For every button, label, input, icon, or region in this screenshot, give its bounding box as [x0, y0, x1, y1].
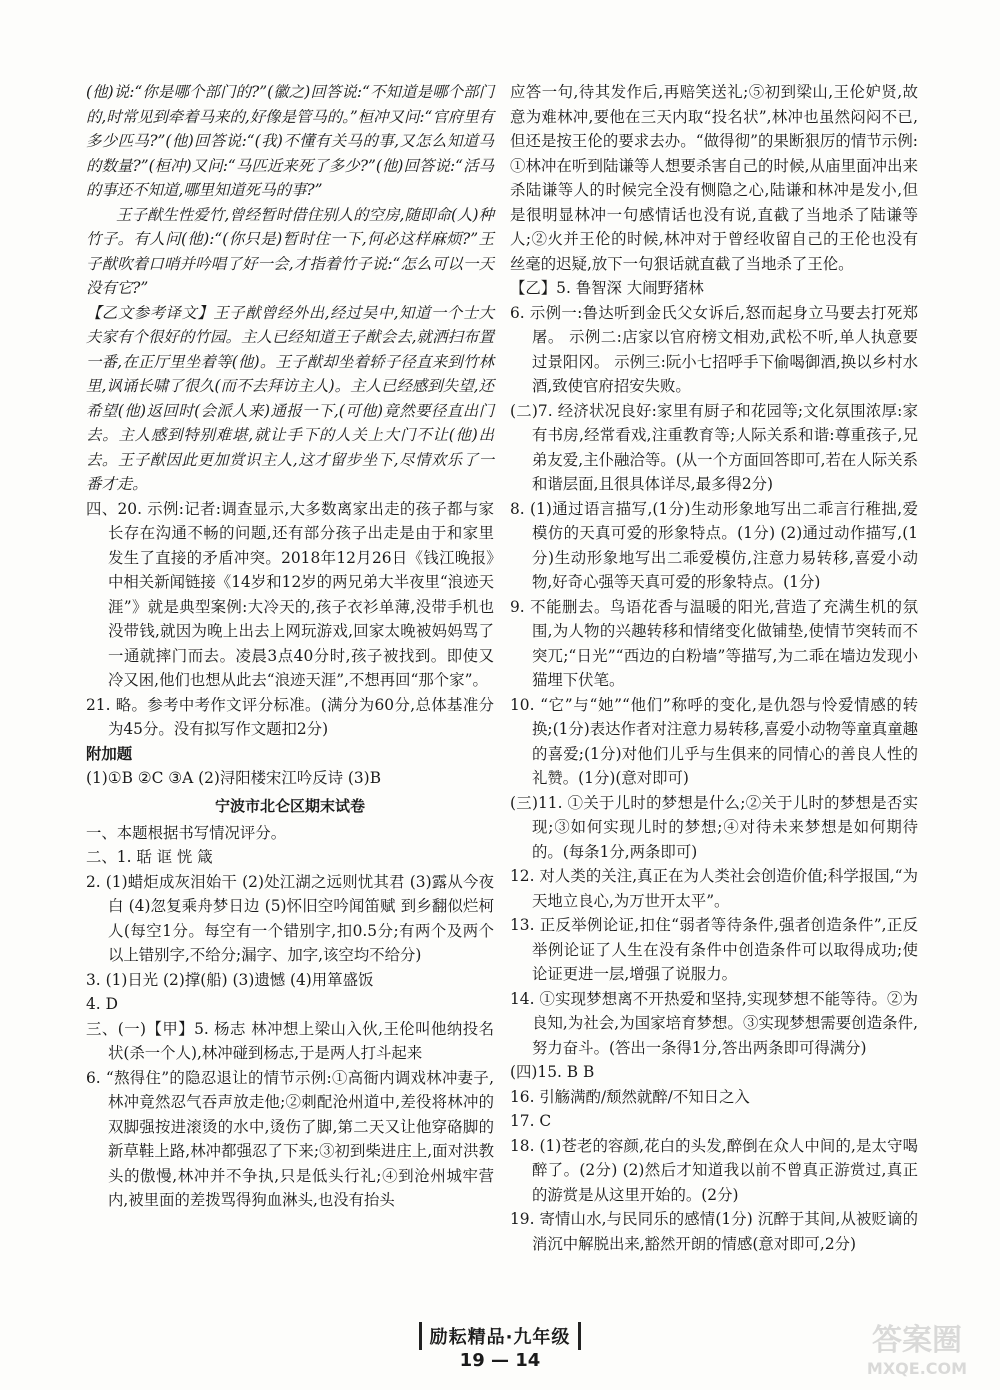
right-column: [510, 80, 918, 1256]
answer-paragraph: 12. 对人类的关注,真正在为人类社会创造价值;科学报国,“为天地立良心,为万世开太平”。: [510, 867, 918, 910]
answer-paragraph: (三)11. ①关于儿时的梦想是什么;②关于儿时的梦想是否实现;③如何实现儿时的梦想;④对待未来梦想是如何期待的。(每条1分,两条即可): [510, 793, 918, 861]
answer-paragraph: (二)7. 经济状况良好:家里有厨子和花园等;文化氛围浓厚:家有书房,经常看戏,注重教育等;人际关系和谐:尊重孩子,兄弟友爱,主仆融洽等。(从一个方面回答即可,若在人际关系和谐层面,且很具体详尽,最多得2分): [510, 401, 918, 493]
answer-paragraph: 二、1. 聒 诓 恍 箴: [86, 848, 213, 866]
watermark-logo: [852, 1316, 982, 1380]
answer-paragraph: 14. ①实现梦想离不开热爱和坚持,实现梦想不能等待。②为良知,为社会,为国家培育梦想。③实现梦想需要创造条件,努力奋斗。(答出一条得1分,答出两条即可得满分): [510, 989, 918, 1057]
answer-paragraph: (他)说:“你是哪个部门的?”(徽之)回答说:“不知道是哪个部门的,时常见到牵着马来的,好像是管马的。”桓冲又问:“官府里有多少匹马?”(他)回答说:“(我)不懂有关马的事,又怎么知道马的数量?”(桓冲)又问:“马匹近来死了多少?”(他)回答说:“活马的事还不知道,哪里知道死马的事?”: [86, 83, 494, 199]
answer-paragraph: 附加题: [86, 744, 133, 763]
answer-paragraph: 2. (1)蜡炬成灰泪始干 (2)处江湖之远则忧其君 (3)露从今夜白 (4)忽复乘舟梦日边 (5)怀旧空吟闻笛赋 到乡翻似烂柯人(每空1分。每空有一个错别字,扣0.5分;有两个及两个以上错别字,不给分;漏字、加字,该空均不给分): [86, 872, 494, 964]
brand-label: 励耘精品·九年级: [419, 1322, 582, 1350]
answer-paragraph: 一、本题根据书写情况评分。: [86, 823, 287, 842]
answer-paragraph: 19. 寄情山水,与民同乐的感情(1分) 沉醉于其间,从被贬谪的消沉中解脱出来,豁然开朗的情感(意对即可,2分): [510, 1210, 918, 1253]
answer-paragraph: 10. “它”与“她”“他们”称呼的变化,是仇怨与怜爱情感的转换;(1分)表达作者对注意力易转移,喜爱小动物等童真童趣的喜爱;(1分)对他们儿乎与生俱来的同情心的善良人性的礼赞。(1分)(意对即可): [510, 695, 918, 787]
answer-paragraph: 【乙文参考译文】王子猷曾经外出,经过吴中,知道一个士大夫家有个很好的竹园。主人已经知道王子猷会去,就洒扫布置一番,在正厅里坐着等(他)。王子猷却坐着轿子径直来到竹林里,讽诵长啸了很久(而不去拜访主人)。主人已经感到失望,还希望(他)返回时(会派人来)通报一下,(可他)竟然要径直出门去。主人感到特别难堪,就让手下的人关上大门不让(他)出去。王子猷因此更加赏识主人,这才留步坐下,尽情欢乐了一番才走。: [86, 303, 494, 493]
answer-paragraph: 21. 略。参考中考作文评分标准。(满分为60分,总体基准分为45分。没有拟写作文题扣2分): [86, 695, 494, 738]
answer-paragraph: 四、20. 示例:记者:调查显示,大多数离家出走的孩子都与家长存在沟通不畅的问题,还有部分孩子出走是由于和家里发生了直接的矛盾冲突。2018年12月26日《钱江晚报》中相关新闻链接《14岁和12岁的两兄弟大半夜里“浪迹天涯”》就是典型案例:大冷天的,孩子衣衫单薄,没带手机也没带钱,就因为晚上出去上网玩游戏,回家太晚被妈妈骂了一通就摔门而去。凌晨3点40分时,孩子被找到。即使又冷又困,他们也想从此去“浪迹天涯”,不想再回“那个家”。: [86, 499, 494, 689]
answer-paragraph: 8. (1)通过语言描写,(1分)生动形象地写出二乖言行稚拙,爱模仿的天真可爱的形象特点。(1分) (2)通过动作描写,(1分)生动形象地写出二乖爱模仿,注意力易转移,喜爱小动物,好奇心强等天真可爱的形象特点。(1分): [510, 499, 918, 591]
answer-paragraph: 4. D: [86, 995, 118, 1013]
answer-paragraph: 6. 示例一:鲁达听到金氏父女诉后,怒而起身立马要去打死郑屠。 示例二:店家以官府榜文相劝,武松不听,单人执意要过景阳冈。 示例三:阮小七招呼手下偷喝御酒,换以乡村水酒,致使官府招安失败。: [510, 303, 918, 395]
answer-paragraph: 6. “熬得住”的隐忍退让的情节示例:①高衙内调戏林冲妻子,林冲竟然忍气吞声放走他;②刺配沧州道中,差役将林冲的双脚强按进滚烫的水中,烫伤了脚,第二天又让他穿硌脚的新草鞋上路,林冲都强忍了下来;③初到柴进庄上,面对洪教头的傲慢,林冲并不争执,只是低头行礼;④到沧州城牢营内,被里面的差拨骂得狗血淋头,也没有抬头: [86, 1068, 494, 1209]
answer-paragraph: 三、(一)【甲】5. 杨志 林冲想上梁山入伙,王伦叫他纳投名状(杀一个人),林冲碰到杨志,于是两人打斗起来: [86, 1019, 494, 1062]
answer-paragraph: 16. 引觞满酌/颓然就醉/不知日之入: [510, 1087, 750, 1106]
answer-paragraph: 18. (1)苍老的容颜,花白的头发,醉倒在众人中间的,是太守喝醉了。(2分) (2)然后才知道我以前不曾真正游赏过,真正的游赏是从这里开始的。(2分): [510, 1136, 918, 1204]
page-number: 19 — 14: [459, 1350, 541, 1371]
answer-paragraph: 17. C: [510, 1112, 552, 1130]
watermark-line1: 答案圈: [872, 1323, 962, 1358]
answer-paragraph: 13. 正反举例论证,扣住“弱者等待条件,强者创造条件”,正反举例论证了人生在没有条件中创造条件可以取得成功;使论证更进一层,增强了说服力。: [510, 916, 918, 983]
answer-paragraph: 3. (1)日光 (2)撑(船) (3)遗憾 (4)用箪盛饭: [86, 970, 374, 989]
answer-paragraph: 9. 不能删去。鸟语花香与温暖的阳光,营造了充满生机的氛围,为人物的兴趣转移和情绪变化做铺垫,使情节突转而不突兀;“日光”“西边的白粉墙”等描写,为二乖在墙边发现小猫埋下伏笔。: [510, 597, 918, 689]
answer-paragraph: 应答一句,待其发作后,再赔笑送礼;⑤初到梁山,王伦妒贤,故意为难林冲,要他在三天内取“投名状”,林冲也虽然闷闷不已,但还是按王伦的要求去办。“做得彻”的果断狠厉的情节示例:①林冲在听到陆谦等人想要杀害自己的时候,从庙里面冲出来杀陆谦等人的时候完全没有恻隐之心,陆谦和林冲是发小,但是很明显林冲一句感情话也没有说,直截了当地杀了陆谦等人;②火并王伦的时候,林冲对于曾经收留自己的王伦也没有丝毫的迟疑,放下一句狠话就直截了当地杀了王伦。: [510, 83, 918, 273]
watermark-line2: MXQE.COM: [866, 1359, 968, 1378]
section-title: 宁波市北仑区期末试卷: [214, 796, 365, 815]
answer-paragraph: (四)15. B B: [510, 1063, 595, 1081]
answer-paragraph: (1)①B ②C ③A (2)浔阳楼宋江吟反诗 (3)B: [86, 769, 381, 787]
answer-paragraph: 王子猷生性爱竹,曾经暂时借住别人的空房,随即命(人)种竹子。有人问(他):“(你只是)暂时住一下,何必这样麻烦?”王子猷吹着口哨并吟唱了好一会,才指着竹子说:“怎么可以一天没有它?”: [86, 205, 494, 297]
left-column: [86, 80, 494, 1213]
answer-paragraph: 【乙】5. 鲁智深 大闹野猪林: [510, 279, 704, 297]
